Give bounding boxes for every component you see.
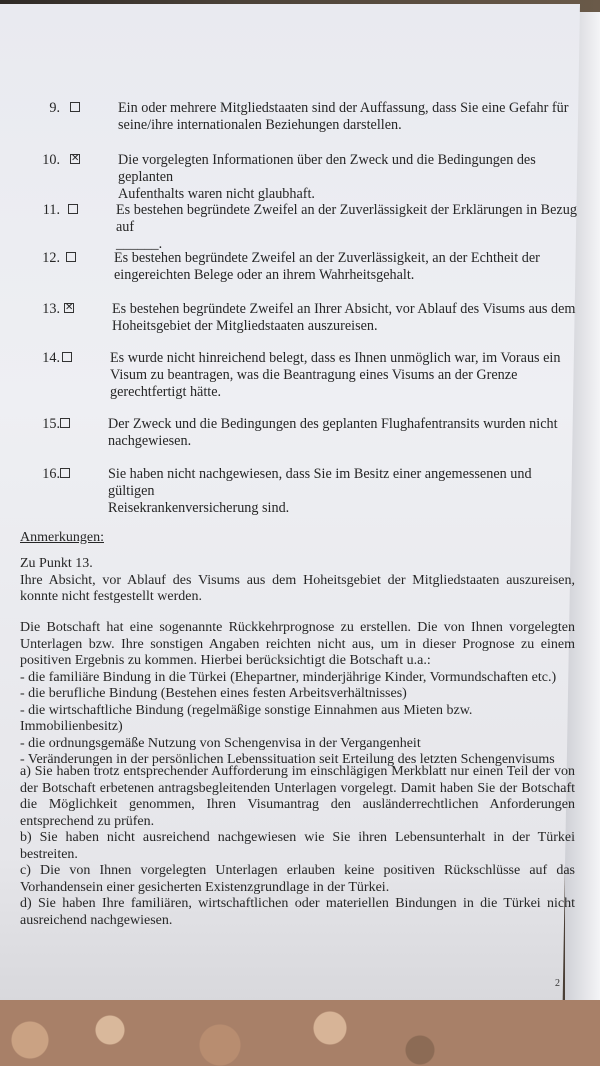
reasons-block — [20, 764, 575, 929]
reason-paragraph: c) Die von Ihnen vorgelegten Unterlagen erlauben keine positiven Rückschlüsse auf das Vorhandensein einer gesicherten Existenzgrundlage in der Türkei. — [20, 863, 575, 895]
item-text-line: Reisekrankenversicherung sind. — [108, 500, 290, 516]
item-text-line: gerechtfertigt hätte. — [110, 384, 222, 400]
item-text-line: Es wurde nicht hinreichend belegt, dass es Ihnen unmöglich war, im Voraus ein — [110, 350, 561, 366]
checkbox — [60, 468, 70, 478]
item-text-line: ______. — [116, 236, 163, 252]
checkbox — [66, 252, 76, 262]
notes-heading: Anmerkungen: — [20, 530, 104, 545]
item-text-line: Der Zweck und die Bedingungen des geplanten Flughafentransits wurden nicht — [108, 416, 558, 432]
return-prognosis-block — [20, 620, 575, 769]
item-text-line: Sie haben nicht nachgewiesen, dass Sie im Besitz einer angemessenen und gültigen — [108, 466, 532, 499]
checkbox — [68, 204, 78, 214]
item-number: 11. — [42, 202, 60, 218]
item-number: 9. — [49, 100, 60, 116]
criteria-item: - Veränderungen in der persönlichen Lebenssituation seit Erteilung des letzten Schengenvisums — [20, 752, 555, 767]
checkbox: ✕ — [71, 153, 80, 164]
reason-paragraph: b) Sie haben nicht ausreichend nachgewiesen wie Sie ihren Lebensunterhalt in der Türkei bestreiten. — [20, 830, 575, 862]
criteria-item: - die ordnungsgemäße Nutzung von Schengenvisa in der Vergangenheit — [20, 735, 421, 751]
item-text-line: Es bestehen begründete Zweifel an der Zuverlässigkeit, an der Echtheit der — [114, 250, 540, 266]
item-number: 13. — [42, 301, 60, 317]
checkbox: ✕ — [65, 302, 74, 313]
item-number: 10. — [42, 152, 60, 168]
item-number: 16. — [42, 466, 60, 482]
notes-heading-block — [20, 530, 575, 547]
point-reference: Zu Punkt 13. — [20, 556, 93, 571]
item-text-line: Hoheitsgebiet der Mitgliedstaaten auszureisen. — [112, 318, 378, 334]
checkbox — [62, 352, 72, 362]
item-number: 12. — [42, 250, 60, 266]
point-reference-block — [20, 556, 575, 606]
reason-paragraph: d) Sie haben Ihre familiären, wirtschaftlichen oder materiellen Bindungen in die Türkei nicht ausreichend nachgewiesen. — [20, 896, 575, 928]
item-text-line: seine/ihre internationalen Beziehungen darstellen. — [118, 117, 402, 133]
item-text-line: eingereichten Belege oder an ihrem Wahrheitsgehalt. — [114, 267, 415, 283]
item-text-line: Ein oder mehrere Mitgliedstaaten sind der Auffassung, dass Sie eine Gefahr für — [118, 100, 569, 116]
notes-paragraph: Die Botschaft hat eine sogenannte Rückkehrprognose zu erstellen. Die von Ihnen vorgelegten Unterlagen bzw. Ihre sonstigen Angaben reichten nicht aus, um in dieser Prognose zu einem positiven Ergebnis zu kommen. Hierbei berücksichtigt die Botschaft u.a.: — [20, 620, 575, 668]
item-text-line: Die vorgelegten Informationen über den Zweck und die Bedingungen des geplanten — [118, 152, 536, 185]
criteria-item: - die familiäre Bindung in die Türkei (Ehepartner, minderjährige Kinder, Vormundschaften etc.) — [20, 669, 557, 685]
reason-paragraph: a) Sie haben trotz entsprechender Aufforderung im einschlägigen Merkblatt nur einen Teil der von der Botschaft erbetenen antragsbegleitenden Unterlagen vorgelegt. Damit haben Sie der Botschaft die Möglichkeit genommen, Ihren Visumantrag den ausländerrechtlichen Anforderungen entsprechend zu prüfen. — [20, 764, 575, 829]
checkbox — [70, 102, 80, 112]
checkbox — [60, 418, 70, 428]
item-number: 14. — [42, 350, 60, 366]
criteria-list — [20, 670, 575, 769]
item-text-line: Aufenthalts waren nicht glaubhaft. — [118, 186, 315, 202]
item-text-line: nachgewiesen. — [108, 433, 192, 449]
item-text-line: Es bestehen begründete Zweifel an Ihrer Absicht, vor Ablauf des Visums aus dem — [112, 301, 576, 317]
item-number: 15. — [42, 416, 60, 432]
criteria-item: - die wirtschaftliche Bindung (regelmäßige sonstige Einnahmen aus Mieten bzw. Immobilienbesitz) — [20, 702, 473, 734]
criteria-item: - die berufliche Bindung (Bestehen eines festen Arbeitsverhältnisses) — [20, 686, 407, 701]
background-carpet — [0, 1000, 600, 1066]
notes-intro: Ihre Absicht, vor Ablauf des Visums aus dem Hoheitsgebiet der Mitgliedstaaten auszureisen, konnte nicht festgestellt werden. — [20, 572, 575, 604]
item-text-line: Es bestehen begründete Zweifel an der Zuverlässigkeit der Erklärungen in Bezug auf — [116, 202, 577, 235]
item-text-line: Visum zu beantragen, was die Beantragung eines Visums an der Grenze — [110, 367, 518, 383]
page-number: 2 — [555, 978, 560, 989]
